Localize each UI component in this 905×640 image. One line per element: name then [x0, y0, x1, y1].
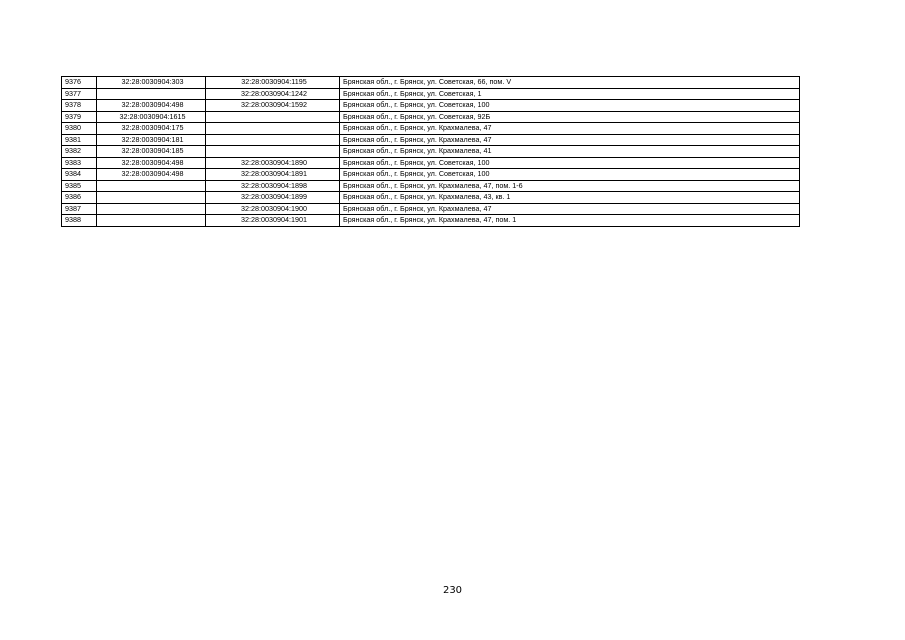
- row-number: 9385: [62, 180, 97, 192]
- row-number: 9380: [62, 123, 97, 135]
- row-number: 9381: [62, 134, 97, 146]
- address: Брянская обл., г. Брянск, ул. Крахмалева, 43, кв. 1: [340, 192, 800, 204]
- table-row: [62, 169, 800, 181]
- table-row: [62, 180, 800, 192]
- address: Брянская обл., г. Брянск, ул. Крахмалева, 41: [340, 146, 800, 158]
- table-row: [62, 111, 800, 123]
- land-cadastral-number: 32:28:0030904:1615: [97, 111, 206, 123]
- address: Брянская обл., г. Брянск, ул. Советская, 100: [340, 100, 800, 112]
- object-cadastral-number: 32:28:0030904:1242: [206, 88, 340, 100]
- cadastral-registry-table: [61, 76, 800, 227]
- row-number: 9376: [62, 77, 97, 89]
- row-number: 9383: [62, 157, 97, 169]
- row-number: 9386: [62, 192, 97, 204]
- object-cadastral-number: 32:28:0030904:1592: [206, 100, 340, 112]
- land-cadastral-number: 32:28:0030904:498: [97, 100, 206, 112]
- land-cadastral-number: 32:28:0030904:185: [97, 146, 206, 158]
- land-cadastral-number: [97, 215, 206, 227]
- table-row: [62, 215, 800, 227]
- table-row: [62, 146, 800, 158]
- land-cadastral-number: 32:28:0030904:498: [97, 157, 206, 169]
- table-row: [62, 77, 800, 89]
- object-cadastral-number: 32:28:0030904:1898: [206, 180, 340, 192]
- table-row: [62, 88, 800, 100]
- table-row: [62, 192, 800, 204]
- row-number: 9378: [62, 100, 97, 112]
- address: Брянская обл., г. Брянск, ул. Крахмалева, 47, пом. 1-6: [340, 180, 800, 192]
- land-cadastral-number: 32:28:0030904:175: [97, 123, 206, 135]
- land-cadastral-number: [97, 192, 206, 204]
- land-cadastral-number: [97, 88, 206, 100]
- table-row: [62, 123, 800, 135]
- object-cadastral-number: 32:28:0030904:1901: [206, 215, 340, 227]
- address: Брянская обл., г. Брянск, ул. Советская, 100: [340, 169, 800, 181]
- table-row: [62, 157, 800, 169]
- address: Брянская обл., г. Брянск, ул. Советская, 92Б: [340, 111, 800, 123]
- land-cadastral-number: [97, 180, 206, 192]
- land-cadastral-number: 32:28:0030904:181: [97, 134, 206, 146]
- table-row: [62, 203, 800, 215]
- address: Брянская обл., г. Брянск, ул. Крахмалева, 47: [340, 134, 800, 146]
- row-number: 9384: [62, 169, 97, 181]
- row-number: 9379: [62, 111, 97, 123]
- object-cadastral-number: [206, 111, 340, 123]
- table-row: [62, 100, 800, 112]
- row-number: 9377: [62, 88, 97, 100]
- address: Брянская обл., г. Брянск, ул. Советская, 100: [340, 157, 800, 169]
- land-cadastral-number: 32:28:0030904:498: [97, 169, 206, 181]
- table-body: [62, 77, 800, 227]
- address: Брянская обл., г. Брянск, ул. Крахмалева, 47: [340, 123, 800, 135]
- address: Брянская обл., г. Брянск, ул. Советская, 66, пом. V: [340, 77, 800, 89]
- object-cadastral-number: 32:28:0030904:1899: [206, 192, 340, 204]
- object-cadastral-number: 32:28:0030904:1891: [206, 169, 340, 181]
- object-cadastral-number: [206, 134, 340, 146]
- land-cadastral-number: 32:28:0030904:303: [97, 77, 206, 89]
- page-number: 230: [442, 585, 463, 596]
- row-number: 9388: [62, 215, 97, 227]
- land-cadastral-number: [97, 203, 206, 215]
- table-row: [62, 134, 800, 146]
- object-cadastral-number: [206, 123, 340, 135]
- object-cadastral-number: 32:28:0030904:1195: [206, 77, 340, 89]
- address: Брянская обл., г. Брянск, ул. Советская, 1: [340, 88, 800, 100]
- object-cadastral-number: [206, 146, 340, 158]
- object-cadastral-number: 32:28:0030904:1890: [206, 157, 340, 169]
- row-number: 9382: [62, 146, 97, 158]
- address: Брянская обл., г. Брянск, ул. Крахмалева, 47, пом. 1: [340, 215, 800, 227]
- row-number: 9387: [62, 203, 97, 215]
- address: Брянская обл., г. Брянск, ул. Крахмалева, 47: [340, 203, 800, 215]
- object-cadastral-number: 32:28:0030904:1900: [206, 203, 340, 215]
